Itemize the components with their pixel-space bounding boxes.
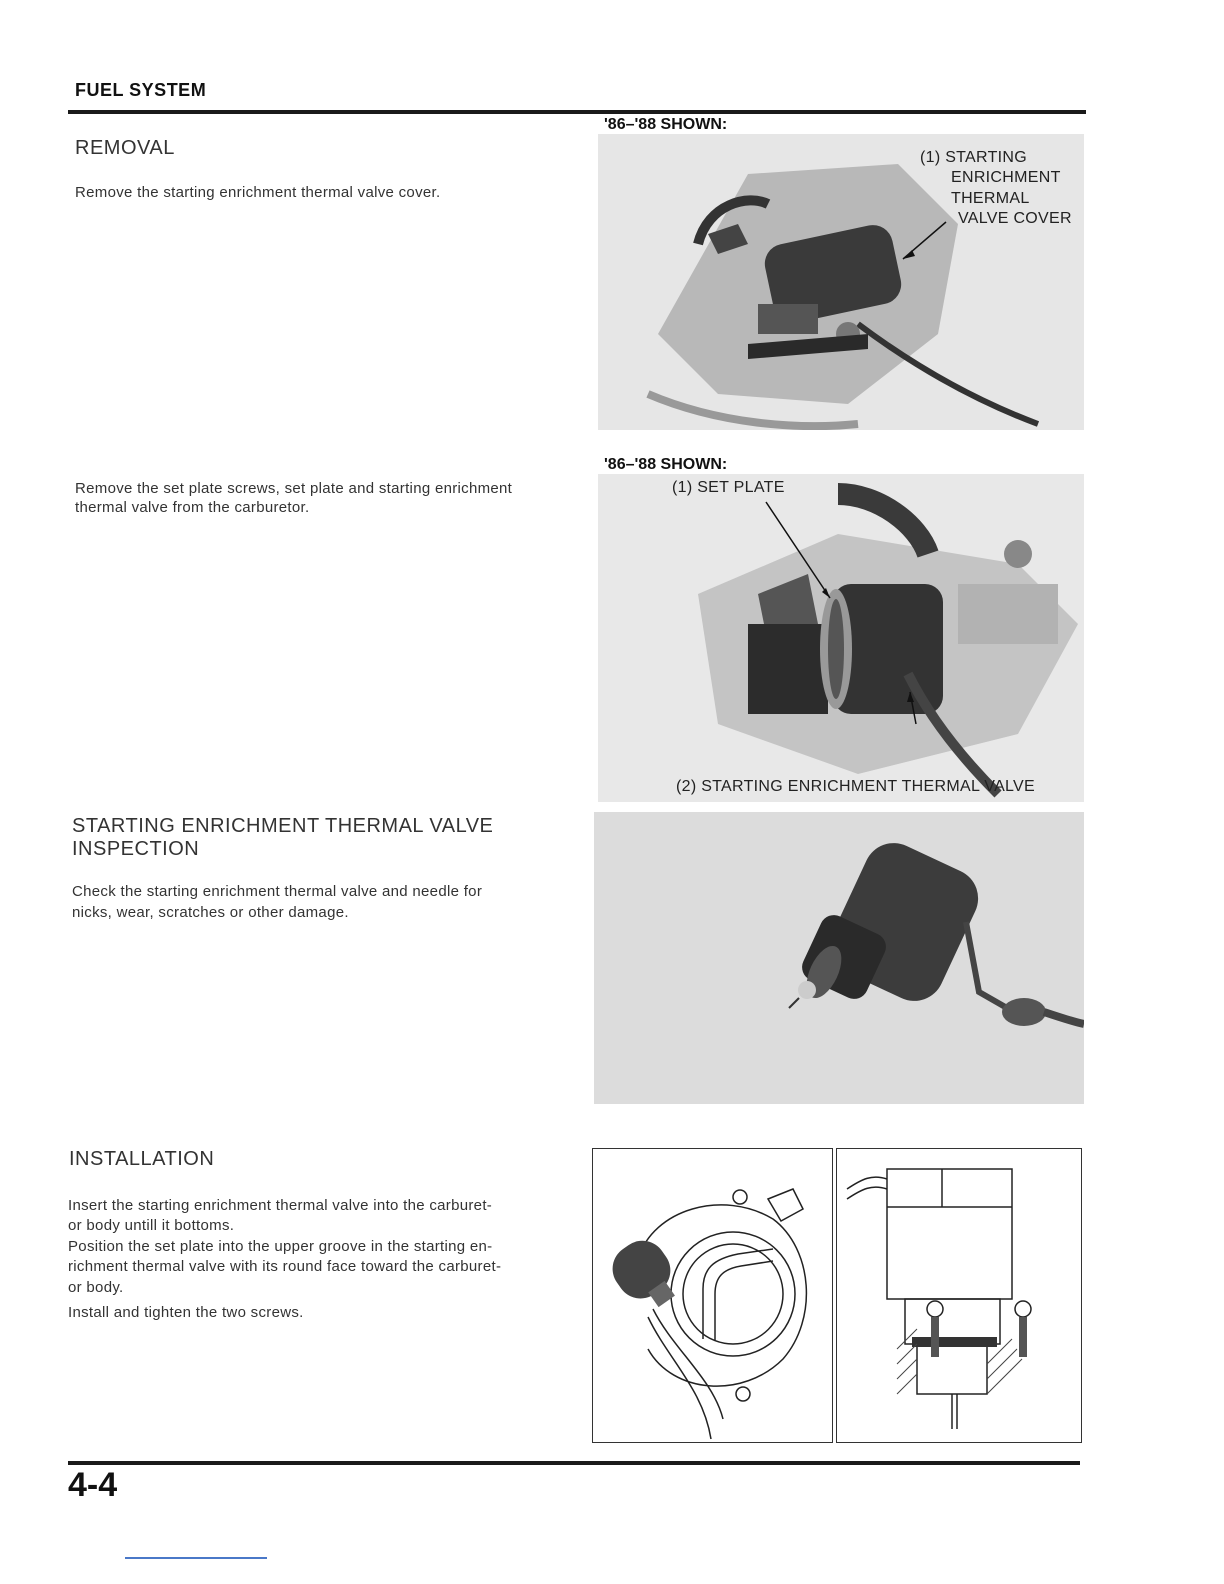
photo1-shown-label: '86–'88 SHOWN: <box>604 116 728 133</box>
inspection-text-line1: Check the starting enrichment thermal valve and needle for <box>72 883 483 900</box>
photo-set-plate-thermal-valve <box>598 474 1084 802</box>
photo2-shown-label: '86–'88 SHOWN: <box>604 456 728 473</box>
photo2-callout-set-plate: (1) SET PLATE <box>672 479 785 496</box>
removal-step1: Remove the starting enrichment thermal valve cover. <box>75 184 441 201</box>
photo1-callout-line1: (1) STARTING <box>920 149 1028 166</box>
page-number: 4-4 <box>68 1466 118 1504</box>
header-rule <box>68 110 1086 114</box>
photo1-callout-line2: ENRICHMENT <box>951 169 1061 186</box>
section-header: FUEL SYSTEM <box>75 80 207 100</box>
removal-title: REMOVAL <box>75 137 175 159</box>
inspection-text-line2: nicks, wear, scratches or other damage. <box>72 904 349 921</box>
photo1-callout-line4: VALVE COVER <box>958 210 1072 227</box>
installation-title: INSTALLATION <box>69 1148 215 1170</box>
installation-line1: Insert the starting enrichment thermal valve into the carburet- <box>68 1197 493 1214</box>
installation-line3: Position the set plate into the upper groove in the starting en- <box>68 1238 493 1255</box>
footer-rule <box>68 1461 1080 1465</box>
removal-step2-line2: thermal valve from the carburetor. <box>75 499 310 516</box>
inspection-title-line2: INSPECTION <box>72 838 200 860</box>
installation-line4: richment thermal valve with its round face toward the carburet- <box>68 1258 502 1275</box>
photo2-callout-thermal-valve: (2) STARTING ENRICHMENT THERMAL VALVE <box>676 778 1036 795</box>
inspection-title-line1: STARTING ENRICHMENT THERMAL VALVE <box>72 815 494 837</box>
installation-line6: Install and tighten the two screws. <box>68 1304 304 1321</box>
diagram-set-plate-installation <box>592 1148 833 1443</box>
installation-line2: or body untill it bottoms. <box>68 1217 235 1234</box>
installation-line5: or body. <box>68 1279 124 1296</box>
diagram-thermal-valve-section <box>836 1148 1082 1443</box>
removal-step2-line1: Remove the set plate screws, set plate and starting enrichment <box>75 480 513 497</box>
photo1-callout-line3: THERMAL <box>951 190 1030 207</box>
bottom-accent-line <box>125 1557 267 1559</box>
photo-thermal-valve-needle <box>594 812 1084 1104</box>
